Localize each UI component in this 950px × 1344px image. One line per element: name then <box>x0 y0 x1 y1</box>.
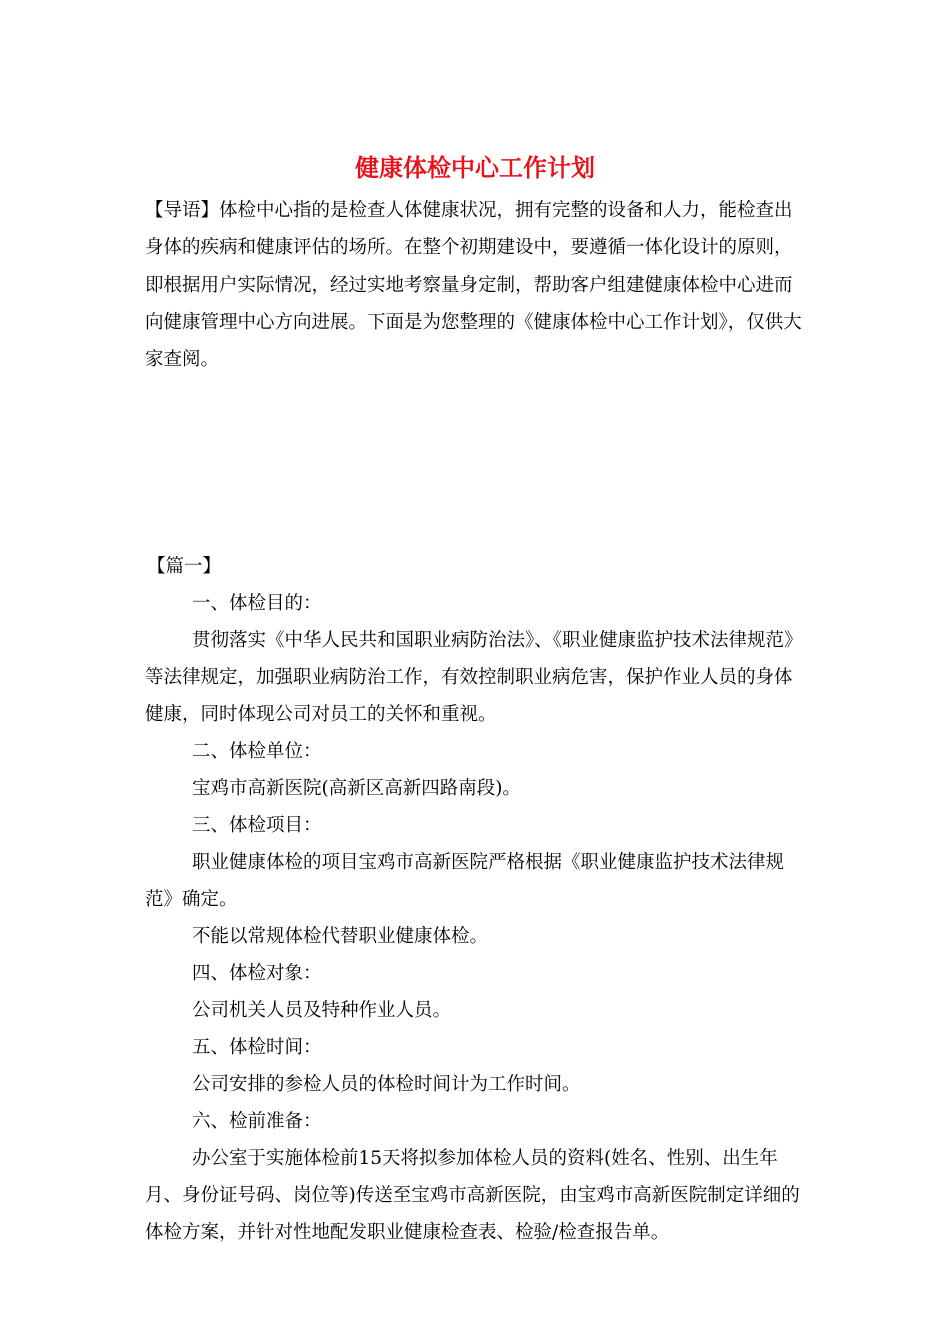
intro-paragraph: 【导语】体检中心指的是检查人体健康状况，拥有完整的设备和人力，能检查出身体的疾病和健康评估的场所。在整个初期建设中，要遵循一体化设计的原则，即根据用户实际情况，经过实地考察量身定制，帮助客户组建健康体检中心进而向健康管理中心方向进展。下面是为您整理的《健康体检中心工作计划》，仅供大家查阅。 <box>145 200 802 371</box>
heading-subjects: 四、体检对象： <box>192 963 322 984</box>
heading-time: 五、体检时间： <box>192 1037 322 1058</box>
document-title: 健康体检中心工作计划 <box>355 153 595 182</box>
paragraph-subjects: 公司机关人员及特种作业人员。 <box>192 1000 452 1021</box>
section-tag: 【篇一】 <box>147 556 222 577</box>
paragraph-unit: 宝鸡市高新医院(高新区高新四路南段)。 <box>192 778 521 799</box>
document-body <box>145 548 805 1251</box>
heading-preparation: 六、检前准备： <box>192 1111 322 1132</box>
paragraph-time: 公司安排的参检人员的体检时间计为工作时间。 <box>192 1074 581 1095</box>
paragraph-purpose: 贯彻落实《中华人民共和国职业病防治法》、《职业健康监护技术法律规范》等法律规定，加强职业病防治工作，有效控制职业病危害，保护作业人员的身体健康，同时体现公司对员工的关怀和重视。 <box>145 630 803 725</box>
heading-purpose: 一、体检目的： <box>192 593 322 614</box>
heading-items: 三、体检项目： <box>192 815 322 836</box>
paragraph-items-note: 不能以常规体检代替职业健康体检。 <box>192 926 489 947</box>
paragraph-preparation: 办公室于实施体检前15天将拟参加体检人员的资料(姓名、性别、出生年月、身份证号码、岗位等)传送至宝鸡市高新医院，由宝鸡市高新医院制定详细的体检方案，并针对性地配发职业健康检查表、检验/检查报告单。 <box>145 1148 800 1243</box>
paragraph-items: 职业健康体检的项目宝鸡市高新医院严格根据《职业健康监护技术法律规范》确定。 <box>145 852 785 910</box>
heading-unit: 二、体检单位： <box>192 741 322 762</box>
